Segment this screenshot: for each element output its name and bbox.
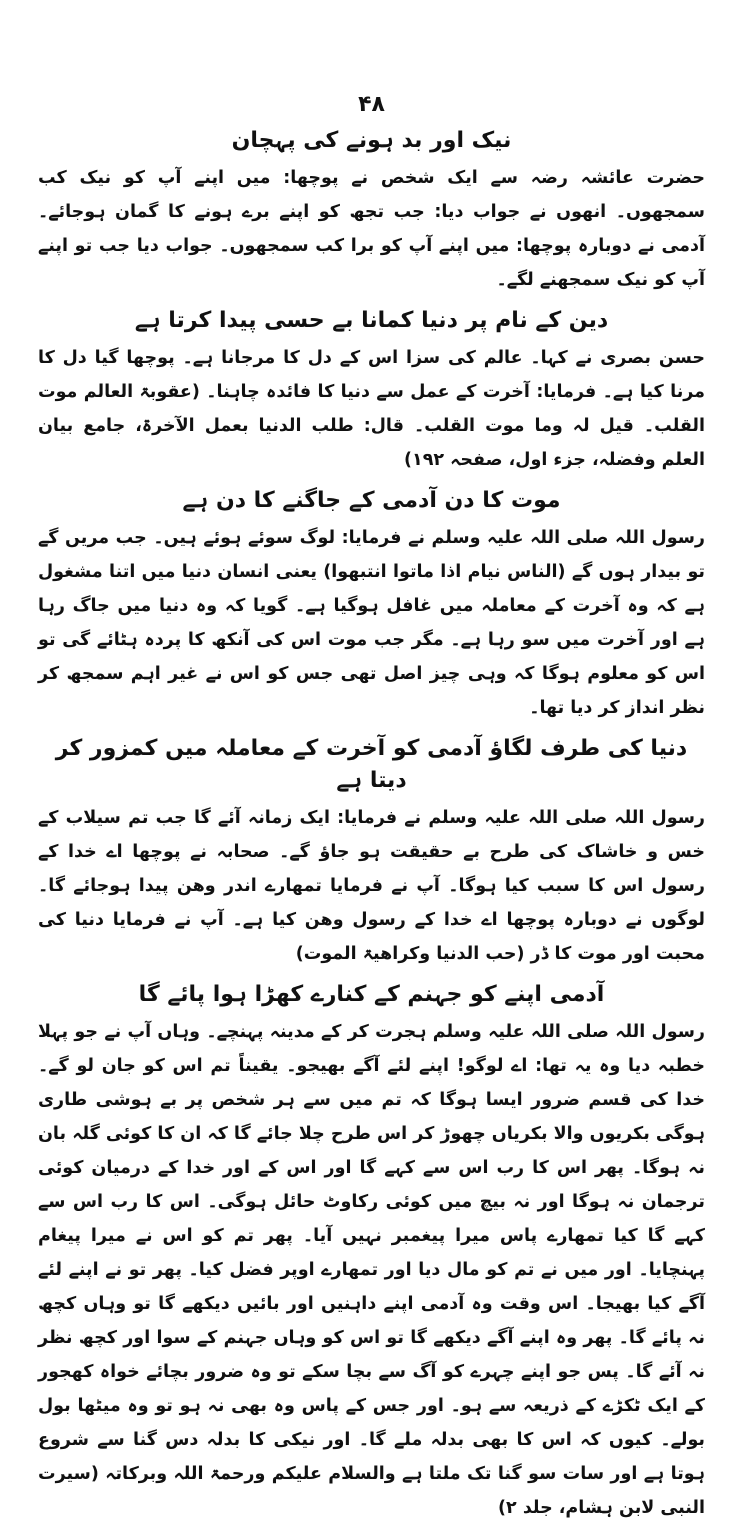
section-paragraph-2: حسن بصری نے کہا۔ عالم کی سزا اس کے دل کا مرجانا ہے۔ پوچھا گیا دل کا مرنا کیا ہے۔ فرمایا: آخرت کے عمل سے دنیا کا فائدہ چاہنا۔ (عقوبۃ العالم موت القلب۔ قیل لہ وما موت القلب۔ قال: طلب الدنیا بعمل الآخرۃ، جامع بیان العلم وفضلہ، جزء اول، صفحہ ۱۹۲)	[38, 348, 705, 470]
section-heading-1: نیک اور بد ہونے کی پہچان	[231, 128, 512, 153]
section-paragraph-4: رسول اللہ صلی اللہ علیہ وسلم نے فرمایا: ایک زمانہ آئے گا جب تم سیلاب کے خس و خاشاک کی طرح بے حقیقت ہو جاؤ گے۔ صحابہ نے پوچھا اے خدا کے رسول اس کا سبب کیا ہوگا۔ آپ نے فرمایا تمھارے اندر وھن پیدا ہوجائے گا۔ لوگوں نے دوبارہ پوچھا اے خدا کے رسول وھن کیا ہے۔ آپ نے فرمایا دنیا کی محبت اور موت کا ڈر (حب الدنیا وکراھیۃ الموت)	[38, 808, 705, 964]
section-paragraph-1: حضرت عائشہ رضہ سے ایک شخص نے پوچھا: میں اپنے آپ کو نیک کب سمجھوں۔ انھوں نے جواب دیا: جب تجھ کو اپنے برے ہونے کا گمان ہوجائے۔ آدمی نے دوبارہ پوچھا: میں اپنے آپ کو برا کب سمجھوں۔ جواب دیا جب تو اپنے آپ کو نیک سمجھنے لگے۔	[38, 168, 705, 290]
section-heading-5: آدمی اپنے کو جہنم کے کنارے کھڑا ہوا پائے گا	[138, 982, 605, 1007]
section-heading-2: دین کے نام پر دنیا کمانا بے حسی پیدا کرتا ہے	[134, 308, 609, 333]
page-number: ۴۸	[358, 92, 385, 117]
section-heading-3: موت کا دن آدمی کے جاگنے کا دن ہے	[182, 488, 561, 513]
section-paragraph-5: رسول اللہ صلی اللہ علیہ وسلم ہجرت کر کے مدینہ پہنچے۔ وہاں آپ نے جو پہلا خطبہ دیا وہ یہ تھا: اے لوگو! اپنے لئے آگے بھیجو۔ یقیناً تم اس کو جان لو گے۔ خدا کی قسم ضرور ایسا ہوگا کہ تم میں سے ہر شخص پر بے ہوشی طاری ہوگی بکریوں والا بکریاں چھوڑ کر اس طرح چلا جائے گا کہ ان کا کوئی گلہ بان نہ ہوگا۔ پھر اس کا رب اس سے کہے گا اور اس کے اور خدا کے درمیان کوئی ترجمان نہ ہوگا اور نہ بیچ میں کوئی رکاوٹ حائل ہوگی۔ اس کا رب اس سے کہے گا کیا تمھارے پاس میرا پیغمبر نہیں آیا۔ پھر تم کو اس نے میرا پیغام پہنچایا۔ اور میں نے تم کو مال دیا اور تمھارے اوپر فضل کیا۔ پھر تو نے اپنے لئے آگے کیا بھیجا۔ اس وقت وہ آدمی اپنے داہنیں اور بائیں دیکھے گا تو وہاں کچھ نہ پائے گا۔ پھر وہ اپنے آگے دیکھے گا تو اس کو وہاں جہنم کے سوا اور کچھ نظر نہ آئے گا۔ پس جو اپنے چہرے کو آگ سے بچا سکے تو وہ ضرور بچائے خواہ کھجور کے ایک ٹکڑے کے ذریعہ سے ہو۔ اور جس کے پاس وہ بھی نہ ہو تو وہ میٹھا بول بولے۔ کیوں کہ اس کا بھی بدلہ ملے گا۔ اور نیکی کا بدلہ دس گنا سے شروع ہوتا ہے اور سات سو گنا تک ملتا ہے والسلام علیکم ورحمۃ اللہ وبرکاتہ (سیرت النبی لابن ہشام، جلد ۲)	[38, 1022, 705, 1518]
section-heading-4: دنیا کی طرف لگاؤ آدمی کو آخرت کے معاملہ میں کمزور کر دیتا ہے	[55, 736, 688, 793]
section-paragraph-3: رسول اللہ صلی اللہ علیہ وسلم نے فرمایا: لوگ سوئے ہوئے ہیں۔ جب مریں گے تو بیدار ہوں گے (الناس نیام اذا ماتوا انتبھوا) یعنی انسان دنیا میں اتنا مشغول ہے کہ وہ آخرت کے معاملہ میں غافل ہوگیا ہے۔ گویا کہ وہ دنیا میں جاگ رہا ہے اور آخرت میں سو رہا ہے۔ مگر جب موت اس کی آنکھ کا پردہ ہٹائے گی تو اس کو معلوم ہوگا کہ وہی چیز اصل تھی جس کو اس نے غیر اہم سمجھ کر نظر انداز کر دیا تھا۔	[38, 528, 705, 718]
